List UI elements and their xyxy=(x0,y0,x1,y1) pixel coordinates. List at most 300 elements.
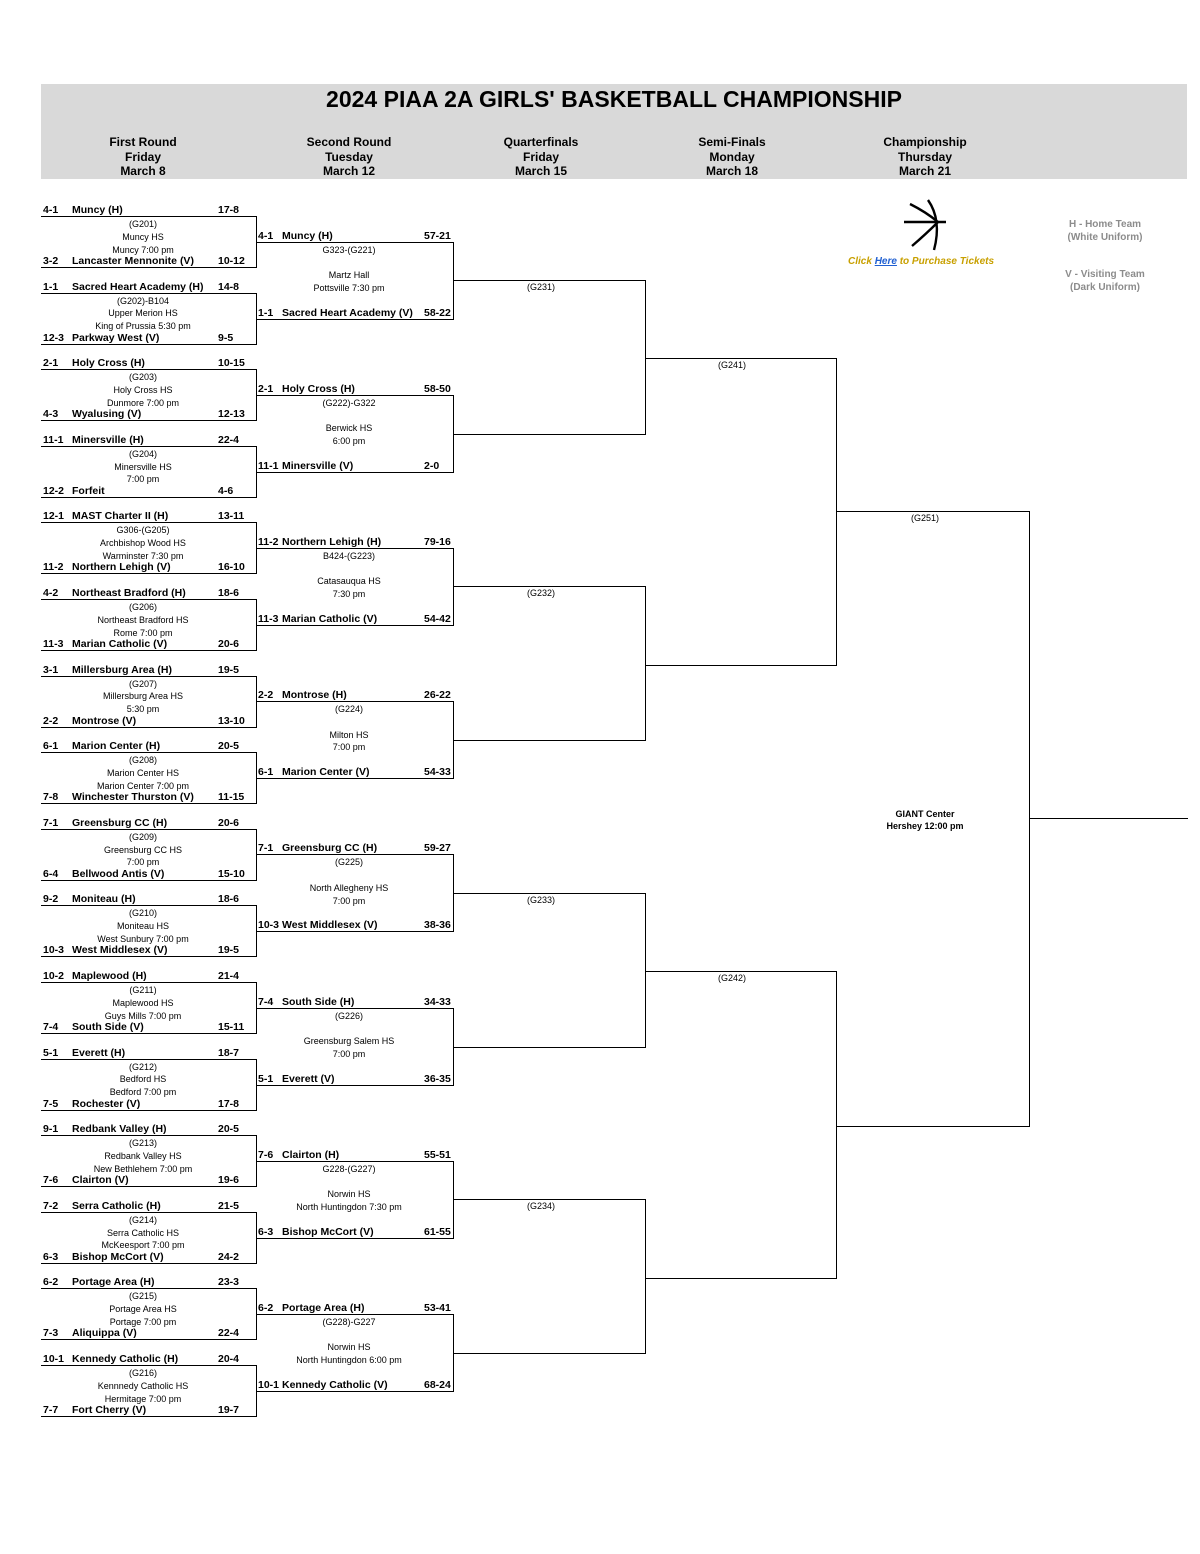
game-info-line: Northeast Bradford HS xyxy=(97,614,189,625)
r1-top-line xyxy=(41,752,256,753)
game-info-line: North Huntingdon 6:00 pm xyxy=(296,1355,402,1366)
r2-top-line xyxy=(256,701,453,702)
r1-bottom-line xyxy=(41,497,256,498)
game-info-line: Greensburg Salem HS xyxy=(303,1036,395,1047)
game-info-line: Martz Hall xyxy=(328,270,370,281)
r1-bottom-seed: 7-7 xyxy=(43,1404,59,1416)
r1-top-record: 10-15 xyxy=(218,357,245,370)
r1-game-info xyxy=(112,218,174,256)
qf-top-line xyxy=(453,586,645,587)
game-info-line xyxy=(304,1022,395,1035)
round-header-day: Friday xyxy=(522,149,559,164)
r2-bottom-line xyxy=(256,472,453,473)
round-header-name: Semi-Finals xyxy=(698,135,766,149)
r2-top-line xyxy=(256,1008,453,1009)
r1-top-team: Millersburg Area (H) xyxy=(72,663,172,676)
r1-top-record: 18-6 xyxy=(218,893,240,906)
r1-bottom-seed: 11-3 xyxy=(43,638,64,650)
round-header-day: Monday xyxy=(709,149,755,164)
r1-top-line xyxy=(41,216,256,217)
round-header-day: Friday xyxy=(124,149,161,164)
r1-bottom-team: Fort Cherry (V) xyxy=(72,1404,147,1416)
game-info-line: 7:00 pm xyxy=(126,857,160,868)
game-info-line: (G209) xyxy=(128,831,157,842)
round-header-day: Tuesday xyxy=(325,149,373,164)
game-info-line: King of Prussia 5:30 pm xyxy=(95,321,191,332)
r1-bottom-line xyxy=(41,573,256,574)
game-info-line: (G215) xyxy=(128,1291,158,1302)
r1-bottom-team: Clairton (V) xyxy=(72,1174,129,1187)
r2-top-line xyxy=(256,242,453,243)
game-info-line: Hermitage 7:00 pm xyxy=(104,1393,182,1404)
game-info-line: (G204) xyxy=(128,448,158,459)
r1-top-seed: 4-2 xyxy=(43,587,59,599)
tickets-text-before: Click xyxy=(848,256,875,267)
r1-bottom-team: Wyalusing (V) xyxy=(72,408,142,421)
r1-bottom-seed: 12-3 xyxy=(43,331,65,344)
r1-bottom-record: 15-10 xyxy=(218,867,245,880)
r2-bottom-seed: 11-3 xyxy=(258,612,279,625)
r2-bottom-score: 38-36 xyxy=(424,919,451,932)
game-info-line: Portage Area HS xyxy=(109,1304,177,1315)
r1-top-line xyxy=(41,905,256,906)
game-info-line: West Sunbury 7:00 pm xyxy=(97,933,189,944)
r1-bottom-line xyxy=(41,1416,256,1417)
r2-game-info xyxy=(313,244,384,295)
r1-bottom-seed: 7-4 xyxy=(43,1021,59,1033)
r1-bottom-seed: 6-3 xyxy=(43,1250,59,1263)
r2-bottom-seed: 10-3 xyxy=(258,919,280,932)
r2-top-seed: 7-4 xyxy=(258,995,274,1008)
r2-top-team: Clairton (H) xyxy=(282,1148,340,1161)
round-header xyxy=(845,135,1005,179)
r1-game-info xyxy=(103,678,183,716)
r1-game-info xyxy=(101,1214,184,1252)
qf-top-line xyxy=(453,893,645,894)
final-bottom-line xyxy=(836,1126,1029,1127)
r1-top-team: Serra Catholic (H) xyxy=(72,1199,161,1212)
sf-top-line xyxy=(645,358,836,359)
r1-top-record: 23-3 xyxy=(218,1276,240,1289)
r1-top-record: 20-4 xyxy=(218,1353,240,1365)
round-header xyxy=(63,135,223,179)
r2-top-score: 57-21 xyxy=(424,229,451,242)
r1-game-info xyxy=(97,907,188,945)
qf-bottom-line xyxy=(453,1047,645,1048)
r1-top-line xyxy=(41,1365,256,1366)
game-info-line: Kennnedy Catholic HS xyxy=(97,1380,189,1391)
r1-bottom-team: Bishop McCort (V) xyxy=(72,1250,164,1263)
r1-bottom-line xyxy=(41,420,256,421)
r1-bottom-record: 9-5 xyxy=(218,331,234,344)
r1-top-record: 17-8 xyxy=(218,204,240,216)
sf-game-label: (G242) xyxy=(717,972,747,983)
game-info-line: Greensburg CC HS xyxy=(103,844,183,855)
r1-bottom-record: 13-10 xyxy=(218,714,245,727)
game-info-line: Redbank Valley HS xyxy=(104,1150,182,1161)
r2-bottom-score: 36-35 xyxy=(424,1072,451,1085)
game-info-line: (G207) xyxy=(128,678,157,689)
r2-bottom-line xyxy=(256,931,453,932)
r1-bottom-seed: 7-6 xyxy=(43,1174,59,1187)
game-info-line: 7:00 pm xyxy=(332,742,366,753)
game-info-line: Serra Catholic HS xyxy=(106,1227,180,1238)
r2-top-score: 55-51 xyxy=(424,1148,451,1161)
r2-game-info xyxy=(310,856,389,907)
r1-top-record: 13-11 xyxy=(218,510,245,523)
game-info-line: New Bethlehem 7:00 pm xyxy=(93,1163,193,1174)
game-info-line: Marion Center 7:00 pm xyxy=(96,780,190,791)
r1-top-line xyxy=(41,522,256,523)
game-info-line xyxy=(329,716,368,729)
game-info-line: Norwin HS xyxy=(327,1189,371,1200)
legend-home-note: (White Uniform) xyxy=(1067,232,1143,243)
final-connector xyxy=(1029,511,1030,1127)
r1-game-info xyxy=(105,984,182,1022)
r1-top-team: Sacred Heart Academy (H) xyxy=(72,280,204,293)
r2-bottom-seed: 1-1 xyxy=(258,306,274,319)
r1-bottom-line xyxy=(41,956,256,957)
r2-bottom-line xyxy=(256,319,453,320)
r1-bottom-line xyxy=(41,727,256,728)
r1-top-team: Maplewood (H) xyxy=(72,970,147,982)
r1-bottom-record: 15-11 xyxy=(218,1021,245,1033)
r1-bottom-line xyxy=(41,1033,256,1034)
r1-top-seed: 12-1 xyxy=(43,510,65,523)
game-info-line: Muncy 7:00 pm xyxy=(112,244,174,255)
qf-game-label: (G234) xyxy=(526,1201,556,1212)
r1-bottom-team: Bellwood Antis (V) xyxy=(72,867,165,880)
r1-top-line xyxy=(41,1135,256,1136)
r2-bottom-seed: 10-1 xyxy=(258,1378,280,1391)
sf-bottom-line xyxy=(645,665,836,666)
game-info-line: Moniteau HS xyxy=(116,921,170,932)
r2-bottom-score: 68-24 xyxy=(424,1378,451,1391)
game-info-line: (G203) xyxy=(128,372,158,383)
r1-game-info xyxy=(95,295,191,333)
game-info-line: (G216) xyxy=(128,1368,157,1378)
game-info-line: North Allegheny HS xyxy=(309,882,389,893)
game-info-line: (G228)-G227 xyxy=(322,1316,376,1327)
game-info-line: Muncy HS xyxy=(122,231,164,242)
purchase-tickets-link[interactable]: Here xyxy=(874,256,897,267)
r1-top-record: 20-5 xyxy=(218,1123,240,1136)
r2-bottom-seed: 6-3 xyxy=(258,1225,274,1238)
game-info-line: Catasauqua HS xyxy=(317,576,381,587)
game-info-line: G306-(G205) xyxy=(116,525,170,536)
legend-visiting-label: V - Visiting Team xyxy=(1065,269,1145,280)
qf-bottom-line xyxy=(453,434,645,435)
r2-top-score: 53-41 xyxy=(424,1301,451,1314)
sf-game-label: (G241) xyxy=(717,359,747,370)
r1-top-team: Portage Area (H) xyxy=(72,1276,155,1289)
game-info-line: Berwick HS xyxy=(325,423,373,434)
r1-bottom-record: 11-15 xyxy=(218,791,245,804)
sf-bottom-line xyxy=(645,1278,836,1279)
r2-top-team: Montrose (H) xyxy=(282,689,347,702)
r1-bottom-team: Parkway West (V) xyxy=(72,331,160,344)
game-info-line xyxy=(313,256,384,269)
r2-bottom-score: 61-55 xyxy=(424,1225,451,1238)
game-info-line: G228-(G227) xyxy=(322,1163,376,1174)
game-info-line: (G212) xyxy=(128,1061,158,1072)
r1-bottom-seed: 2-2 xyxy=(43,714,59,727)
game-info-line xyxy=(317,563,381,576)
qf-bottom-line xyxy=(453,1353,645,1354)
game-info-line: (G214) xyxy=(128,1214,158,1225)
game-info-line: G323-(G221) xyxy=(322,244,376,255)
game-info-line xyxy=(310,869,389,882)
r2-bottom-team: Marion Center (V) xyxy=(282,766,370,779)
r1-bottom-team: Rochester (V) xyxy=(72,1097,141,1110)
r1-bottom-team: Northern Lehigh (V) xyxy=(72,561,171,574)
r1-bottom-line xyxy=(41,267,256,268)
game-info-line: McKeesport 7:00 pm xyxy=(101,1240,185,1251)
r2-top-seed: 4-1 xyxy=(258,229,274,242)
r1-top-seed: 10-1 xyxy=(43,1353,65,1365)
r1-bottom-team: Lancaster Mennonite (V) xyxy=(72,255,194,267)
r1-bottom-seed: 7-8 xyxy=(43,791,59,804)
game-info-line: Minersville HS xyxy=(114,461,172,472)
r1-top-seed: 7-1 xyxy=(43,816,59,829)
r1-bottom-team: Montrose (V) xyxy=(72,714,137,727)
r1-top-seed: 3-1 xyxy=(43,663,59,676)
qf-game-label: (G232) xyxy=(526,588,556,599)
game-info-line: Norwin HS xyxy=(327,1342,371,1353)
r2-bottom-line xyxy=(256,1238,453,1239)
r1-bottom-record: 17-8 xyxy=(218,1097,240,1110)
game-info-line: (G201) xyxy=(128,219,157,229)
page-title: 2024 PIAA 2A GIRLS' BASKETBALL CHAMPIONSHIP xyxy=(326,86,902,112)
r2-top-seed: 2-1 xyxy=(258,382,274,395)
r2-top-line xyxy=(256,548,453,549)
round-header-name: Second Round xyxy=(306,135,392,149)
r2-bottom-score: 54-33 xyxy=(424,766,451,779)
round-header xyxy=(269,135,429,179)
r2-top-line xyxy=(256,395,453,396)
game-info-line xyxy=(296,1329,402,1342)
r2-top-score: 34-33 xyxy=(424,995,451,1008)
r2-top-seed: 11-2 xyxy=(258,535,279,548)
r1-game-info xyxy=(97,754,189,792)
r2-top-line xyxy=(256,1314,453,1315)
r2-top-score: 26-22 xyxy=(424,689,451,702)
game-info-line: 5:30 pm xyxy=(126,704,160,715)
qf-game-label: (G233) xyxy=(526,894,556,905)
game-info-line: 7:30 pm xyxy=(332,589,366,600)
r1-top-team: Greensburg CC (H) xyxy=(72,816,168,829)
r2-top-line xyxy=(256,1161,453,1162)
r1-bottom-seed: 7-3 xyxy=(43,1327,59,1340)
r1-bottom-line xyxy=(41,1263,256,1264)
r1-bottom-seed: 11-2 xyxy=(43,561,64,574)
game-info-line: 7:00 pm xyxy=(126,474,160,485)
r1-top-team: Minersville (H) xyxy=(72,433,144,446)
r1-top-seed: 4-1 xyxy=(43,204,59,216)
r2-top-team: Greensburg CC (H) xyxy=(282,842,378,855)
r1-bottom-record: 4-6 xyxy=(218,484,234,497)
game-info-line: B424-(G223) xyxy=(322,550,376,561)
r2-bottom-team: Bishop McCort (V) xyxy=(282,1225,374,1238)
game-info-line: Warminster 7:30 pm xyxy=(102,550,184,561)
r1-top-record: 20-5 xyxy=(218,740,240,753)
r2-top-team: Holy Cross (H) xyxy=(282,382,355,395)
r2-bottom-team: West Middlesex (V) xyxy=(282,919,378,932)
final-top-line xyxy=(836,511,1029,512)
r1-bottom-seed: 6-4 xyxy=(43,867,59,880)
r1-top-line xyxy=(41,446,256,447)
r1-game-info xyxy=(109,1290,177,1328)
r1-bottom-team: South Side (V) xyxy=(72,1021,144,1033)
r1-game-info xyxy=(98,1367,189,1405)
r1-top-record: 21-4 xyxy=(218,970,240,982)
r1-top-seed: 5-1 xyxy=(43,1046,59,1059)
final-location: Hershey 12:00 pm xyxy=(886,821,964,831)
r1-bottom-record: 16-10 xyxy=(218,561,245,574)
r2-top-score: 58-50 xyxy=(424,382,451,395)
r1-top-team: Northeast Bradford (H) xyxy=(72,587,186,599)
r1-bottom-line xyxy=(41,803,256,804)
r1-game-info xyxy=(97,601,188,639)
r2-bottom-seed: 11-1 xyxy=(258,459,279,472)
game-info-line xyxy=(322,409,375,422)
sf-top-line xyxy=(645,971,836,972)
r1-top-team: MAST Charter II (H) xyxy=(72,510,169,523)
legend-visiting-note: (Dark Uniform) xyxy=(1069,282,1140,293)
r2-top-team: Northern Lehigh (H) xyxy=(282,535,382,548)
game-info-line: (G226) xyxy=(334,1010,364,1021)
tickets-callout xyxy=(848,256,994,267)
r1-top-team: Redbank Valley (H) xyxy=(72,1123,167,1136)
r1-top-record: 19-5 xyxy=(218,663,240,676)
r2-top-seed: 7-6 xyxy=(258,1148,274,1161)
r1-bottom-seed: 10-3 xyxy=(43,944,65,957)
game-info-line: 7:00 pm xyxy=(332,895,366,906)
game-info-line: Guys Mills 7:00 pm xyxy=(104,1010,182,1021)
r1-top-record: 21-5 xyxy=(218,1199,240,1212)
r1-bottom-record: 24-2 xyxy=(218,1250,240,1263)
final-game-label: (G251) xyxy=(910,513,940,523)
r1-bottom-team: Aliquippa (V) xyxy=(72,1327,137,1340)
champion-line xyxy=(1029,818,1188,819)
round-header-date: March 21 xyxy=(898,164,952,178)
r1-top-seed: 2-1 xyxy=(43,357,59,370)
round-header-name: First Round xyxy=(109,135,177,149)
r1-top-line xyxy=(41,982,256,983)
r1-bottom-line xyxy=(41,880,256,881)
game-info-line: (G202)-B104 xyxy=(116,295,170,306)
game-info-line: Rome 7:00 pm xyxy=(113,627,173,638)
r2-bottom-line xyxy=(256,625,453,626)
r1-bottom-seed: 3-2 xyxy=(43,255,59,267)
basketball-logo-icon xyxy=(898,198,952,252)
game-info-line: Milton HS xyxy=(329,729,369,740)
r1-bottom-team: Winchester Thurston (V) xyxy=(72,791,194,804)
r1-top-team: Holy Cross (H) xyxy=(72,357,145,370)
r1-bottom-seed: 12-2 xyxy=(43,484,65,497)
game-info-line: (G213) xyxy=(128,1138,157,1149)
game-info-line: Pottsville 7:30 pm xyxy=(313,282,385,293)
r1-game-info xyxy=(94,1137,193,1175)
r2-top-score: 59-27 xyxy=(424,842,451,855)
r1-top-record: 18-6 xyxy=(218,587,240,599)
round-header xyxy=(461,135,621,179)
game-info-line: Bedford HS xyxy=(119,1074,167,1085)
r1-top-line xyxy=(41,676,256,677)
r1-game-info xyxy=(107,371,179,409)
r1-top-seed: 6-2 xyxy=(43,1276,59,1289)
r1-top-team: Muncy (H) xyxy=(72,204,123,216)
r1-game-info xyxy=(100,524,186,562)
r1-top-line xyxy=(41,599,256,600)
qf-game-label: (G231) xyxy=(526,282,556,292)
qf-bottom-line xyxy=(453,740,645,741)
r1-top-record: 14-8 xyxy=(218,280,240,293)
r2-bottom-score: 58-22 xyxy=(424,306,451,319)
round-header-day: Thursday xyxy=(897,149,952,164)
r1-game-info xyxy=(104,831,182,869)
r1-top-seed: 7-2 xyxy=(43,1199,59,1212)
r1-top-line xyxy=(41,1288,256,1289)
r1-top-record: 22-4 xyxy=(218,433,240,446)
r2-top-seed: 7-1 xyxy=(258,842,274,855)
r1-bottom-record: 19-6 xyxy=(218,1174,240,1187)
r1-game-info xyxy=(110,1061,177,1099)
r1-bottom-team: Forfeit xyxy=(72,484,105,497)
r2-top-seed: 6-2 xyxy=(258,1301,274,1314)
r1-top-record: 18-7 xyxy=(218,1046,240,1059)
r1-top-line xyxy=(41,1212,256,1213)
r2-bottom-score: 2-0 xyxy=(424,459,440,472)
game-info-line: Portage 7:00 pm xyxy=(109,1316,177,1327)
r2-top-line xyxy=(256,854,453,855)
r2-bottom-line xyxy=(256,1391,453,1392)
r1-top-team: Everett (H) xyxy=(72,1046,126,1059)
round-header-date: March 8 xyxy=(120,164,166,178)
r1-top-line xyxy=(41,1059,256,1060)
game-info-line: Maplewood HS xyxy=(112,997,174,1008)
r1-bottom-line xyxy=(41,650,256,651)
game-info-line: (G224) xyxy=(334,704,364,715)
r1-bottom-line xyxy=(41,1339,256,1340)
round-header-name: Championship xyxy=(883,135,967,149)
r1-bottom-record: 19-7 xyxy=(218,1404,240,1416)
r1-bottom-record: 19-5 xyxy=(218,944,240,957)
game-info-line: Bedford 7:00 pm xyxy=(109,1087,177,1098)
final-venue xyxy=(886,808,963,832)
game-info-line: North Huntingdon 7:30 pm xyxy=(296,1202,402,1213)
r2-bottom-score: 54-42 xyxy=(424,612,451,625)
round-header-date: March 15 xyxy=(514,164,568,178)
qf-top-line xyxy=(453,1199,645,1200)
r2-top-team: Portage Area (H) xyxy=(282,1301,365,1314)
r1-bottom-line xyxy=(41,1110,256,1111)
game-info-line: (G208) xyxy=(128,755,158,766)
game-info-line: Archbishop Wood HS xyxy=(100,538,186,549)
r1-top-seed: 9-1 xyxy=(43,1123,59,1136)
round-header-date: March 12 xyxy=(322,164,376,178)
r1-bottom-record: 12-13 xyxy=(218,408,245,421)
r1-top-seed: 10-2 xyxy=(43,970,65,982)
r2-bottom-line xyxy=(256,1085,453,1086)
game-info-line: Holy Cross HS xyxy=(113,384,173,395)
r1-bottom-record: 10-12 xyxy=(218,255,245,267)
r1-top-team: Kennedy Catholic (H) xyxy=(72,1353,179,1365)
r1-top-line xyxy=(41,369,256,370)
game-info-line: (G210) xyxy=(128,908,158,919)
r1-top-seed: 11-1 xyxy=(43,433,64,446)
r2-game-info xyxy=(304,1010,395,1061)
